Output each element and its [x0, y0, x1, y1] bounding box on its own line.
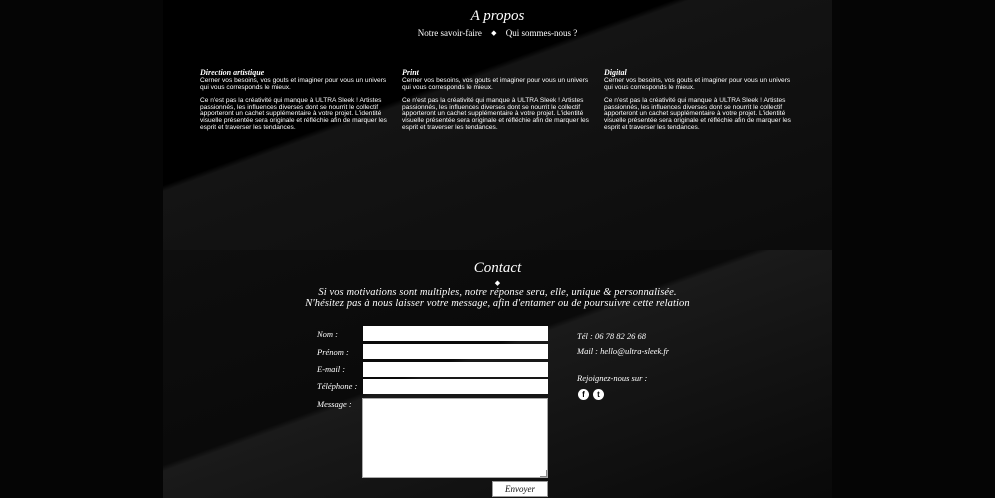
diamond-icon: ◆ [494, 279, 501, 287]
left-margin [0, 0, 163, 498]
nom-input[interactable] [363, 326, 548, 341]
column-text: Cerner vos besoins, vos gouts et imaginer pour vous un univers qui vous corresponds le mieux. [402, 77, 589, 91]
column-text: Cerner vos besoins, vos gouts et imaginer pour vous un univers qui vous corresponds le mieux. [604, 77, 791, 91]
mail-info[interactable]: Mail : hello@ultra-sleek.fr [577, 346, 670, 356]
column-text: Ce n'est pas la créativité qui manque à ULTRA Sleek ! Artistes passionnés, les influences diverses dont se nourrit le collectif apporteront un cachet supplémentaire à votre projet. L'identité visuelle présentée sera originale et réfléchie afin de marquer les esprit et traverser les tendances. [604, 97, 791, 131]
email-label: E-mail : [317, 364, 346, 374]
phone-info: Tél : 06 78 82 26 68 [577, 331, 646, 341]
column-digital [604, 68, 800, 138]
nom-label: Nom : [317, 329, 339, 339]
message-label: Message : [317, 399, 352, 409]
email-input[interactable] [363, 362, 548, 377]
telephone-input[interactable] [363, 379, 548, 394]
message-textarea[interactable] [362, 398, 548, 478]
prenom-label: Prénom : [317, 347, 349, 357]
telephone-label: Téléphone : [317, 381, 358, 391]
twitter-icon[interactable]: t [593, 389, 604, 400]
column-text: Ce n'est pas la créativité qui manque à ULTRA Sleek ! Artistes passionnés, les influences diverses dont se nourrit le collectif apporteront un cachet supplémentaire à votre projet. L'identité visuelle présentée sera originale et réfléchie afin de marquer les esprit et traverser les tendances. [200, 97, 387, 131]
submit-button[interactable]: Envoyer [492, 481, 548, 497]
column-heading: Print [402, 68, 419, 77]
diamond-separator-icon: ◆ [491, 28, 497, 37]
about-nav [0, 27, 995, 38]
right-margin [832, 0, 995, 498]
nav-savoir-faire-link[interactable]: Notre savoir-faire [417, 27, 482, 38]
contact-intro-line1: Si vos motivations sont multiples, notre réponse sera, elle, unique & personnalisée. [318, 287, 677, 298]
join-us-label: Rejoignez-nous sur : [577, 373, 648, 383]
prenom-input[interactable] [363, 344, 548, 359]
column-text: Ce n'est pas la créativité qui manque à ULTRA Sleek ! Artistes passionnés, les influences diverses dont se nourrit le collectif apporteront un cachet supplémentaire à votre projet. L'identité visuelle présentée sera originale et réfléchie afin de marquer les esprit et traverser les tendances. [402, 97, 589, 131]
column-heading: Digital [604, 68, 627, 77]
column-direction-artistique [200, 68, 396, 138]
column-heading: Direction artistique [200, 68, 265, 77]
contact-title: Contact [473, 260, 522, 276]
column-print [402, 68, 598, 138]
contact-intro-line2: N'hésitez pas à nous laisser votre message, afin d'entamer ou de poursuivre cette relation [305, 298, 690, 309]
resize-handle-icon[interactable] [540, 470, 547, 477]
about-title: A propos [470, 8, 525, 24]
column-text: Cerner vos besoins, vos gouts et imaginer pour vous un univers qui vous corresponds le mieux. [200, 77, 387, 91]
nav-qui-sommes-nous-link[interactable]: Qui sommes-nous ? [505, 27, 578, 38]
facebook-icon[interactable]: f [578, 389, 589, 400]
